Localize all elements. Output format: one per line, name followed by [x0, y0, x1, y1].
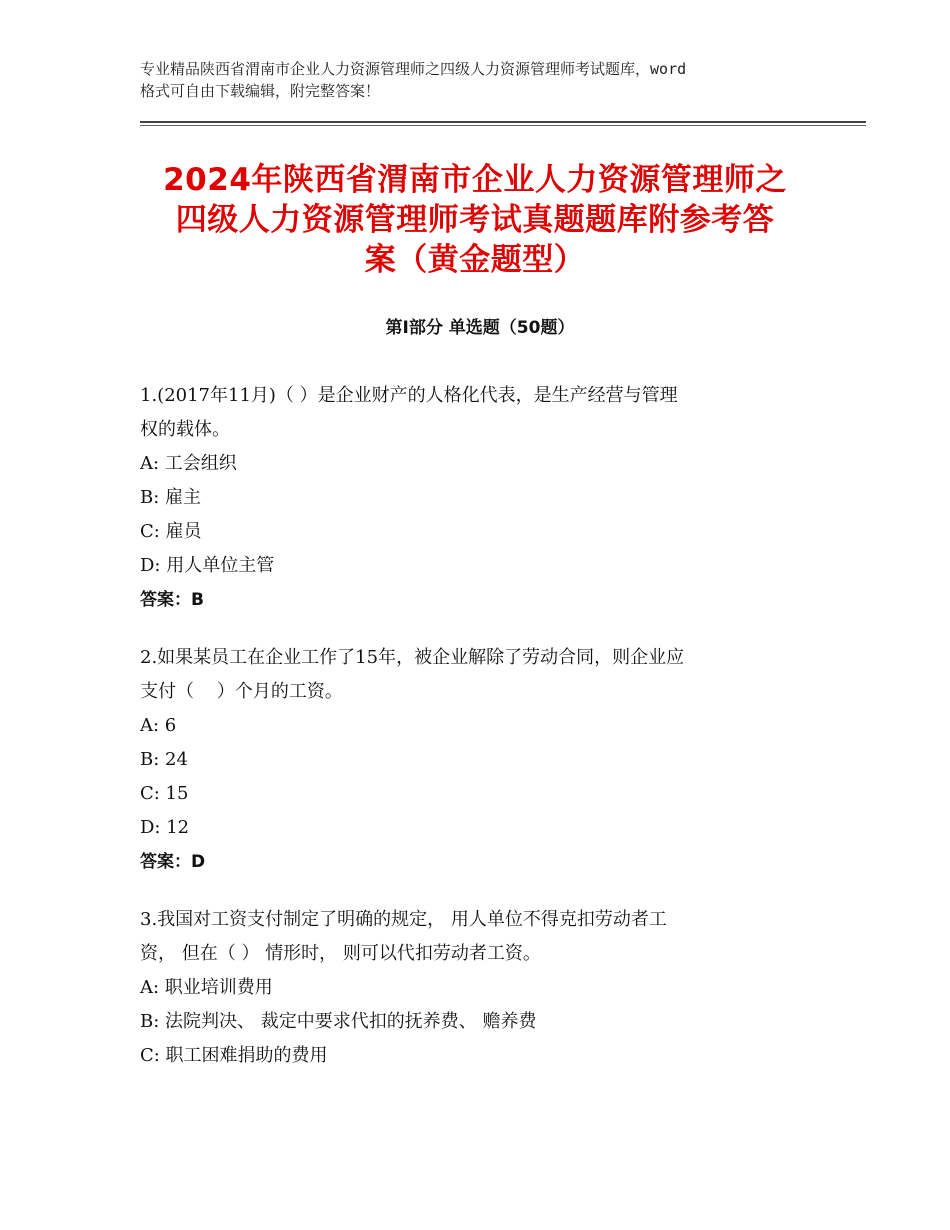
- header-note-line: 格式可自由下载编辑，附完整答案！: [140, 82, 381, 100]
- option-b: B: 雇主: [140, 487, 202, 508]
- question-2: [140, 641, 820, 879]
- document-title: [130, 160, 820, 280]
- question-1: [140, 379, 820, 617]
- question-line: 资， 但在（ ） 情形时， 则可以代扣劳动者工资。: [140, 943, 541, 964]
- question-3: [140, 903, 820, 1073]
- header-note: [140, 58, 840, 102]
- option-c: C: 雇员: [140, 521, 202, 542]
- section-title: 第Ⅰ部分 单选题（50题）: [385, 318, 575, 338]
- title-line: 案（黄金题型）: [364, 242, 586, 278]
- header-divider-thin: [140, 125, 866, 126]
- question-line: 3.我国对工资支付制定了明确的规定， 用人单位不得克扣劳动者工: [140, 909, 667, 930]
- option-b: B: 24: [140, 749, 188, 770]
- title-line: 四级人力资源管理师考试真题题库附参考答: [175, 202, 775, 238]
- option-c: C: 15: [140, 783, 189, 804]
- option-a: A: 工会组织: [140, 453, 237, 474]
- title-line: 2024年陕西省渭南市企业人力资源管理师之: [163, 162, 787, 198]
- header-divider: [140, 121, 866, 123]
- question-line: 2.如果某员工在企业工作了15年，被企业解除了劳动合同，则企业应: [140, 647, 685, 668]
- question-list: [140, 379, 820, 1097]
- question-line: 1.(2017年11月)（ ）是企业财产的人格化代表，是生产经营与管理: [140, 385, 678, 406]
- answer-label: 答案：B: [140, 590, 204, 610]
- question-text: [140, 903, 820, 971]
- option-a: A: 6: [140, 715, 177, 736]
- question-line: 权的载体。: [140, 419, 230, 440]
- option-d: D: 用人单位主管: [140, 555, 275, 576]
- option-b: B: 法院判决、 裁定中要求代扣的抚养费、 赡养费: [140, 1011, 537, 1032]
- question-text: [140, 641, 820, 709]
- answer-label: 答案：D: [140, 852, 206, 872]
- option-d: D: 12: [140, 817, 190, 838]
- option-a: A: 职业培训费用: [140, 977, 273, 998]
- question-text: [140, 379, 820, 447]
- header-note-line: 专业精品陕西省渭南市企业人力资源管理师之四级人力资源管理师考试题库，word: [140, 60, 687, 78]
- option-c: C: 职工困难捐助的费用: [140, 1045, 328, 1066]
- question-line: 支付（ ）个月的工资。: [140, 681, 343, 702]
